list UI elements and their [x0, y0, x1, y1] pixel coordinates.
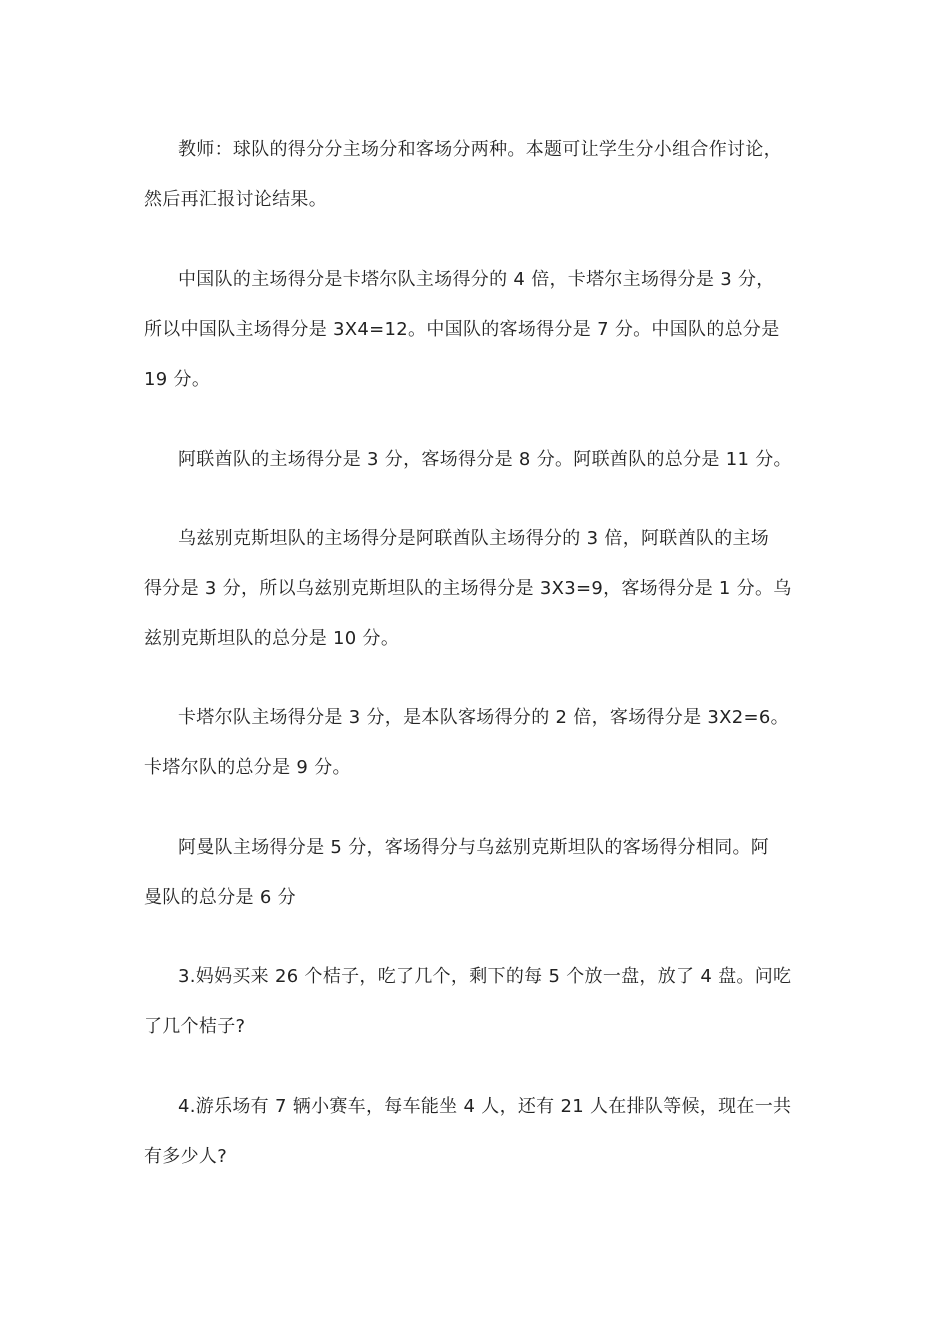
- question-4-line-2: 有多少人?: [144, 1146, 228, 1167]
- paragraph-5-line-1: 卡塔尔队主场得分是 3 分，是本队客场得分的 2 倍，客场得分是 3X2=6。: [178, 707, 789, 728]
- paragraph-1-line-2: 然后再汇报讨论结果。: [144, 189, 327, 210]
- question-4-line-1: 4.游乐场有 7 辆小赛车，每车能坐 4 人，还有 21 人在排队等候，现在一共: [178, 1096, 792, 1117]
- paragraph-6-line-2: 曼队的总分是 6 分: [144, 887, 296, 908]
- paragraph-2-line-3: 19 分。: [144, 369, 211, 390]
- paragraph-4-line-3: 兹别克斯坦队的总分是 10 分。: [144, 628, 400, 649]
- paragraph-6-line-1: 阿曼队主场得分是 5 分，客场得分与乌兹别克斯坦队的客场得分相同。阿: [178, 837, 770, 858]
- paragraph-2-line-2: 所以中国队主场得分是 3X4=12。中国队的客场得分是 7 分。中国队的总分是: [144, 319, 780, 340]
- paragraph-4-line-2: 得分是 3 分，所以乌兹别克斯坦队的主场得分是 3X3=9，客场得分是 1 分。乌: [144, 578, 792, 599]
- question-3-line-2: 了几个桔子?: [144, 1016, 246, 1037]
- paragraph-2-line-1: 中国队的主场得分是卡塔尔队主场得分的 4 倍，卡塔尔主场得分是 3 分，: [178, 269, 775, 290]
- paragraph-5-line-2: 卡塔尔队的总分是 9 分。: [144, 757, 351, 778]
- paragraph-3-line-1: 阿联酋队的主场得分是 3 分，客场得分是 8 分。阿联酋队的总分是 11 分。: [178, 449, 792, 470]
- paragraph-1-line-1: 教师：球队的得分分主场分和客场分两种。本题可让学生分小组合作讨论，: [178, 139, 782, 160]
- question-3-line-1: 3.妈妈买来 26 个桔子，吃了几个，剩下的每 5 个放一盘，放了 4 盘。问吃: [178, 966, 792, 987]
- paragraph-4-line-1: 乌兹别克斯坦队的主场得分是阿联酋队主场得分的 3 倍，阿联酋队的主场: [178, 528, 770, 549]
